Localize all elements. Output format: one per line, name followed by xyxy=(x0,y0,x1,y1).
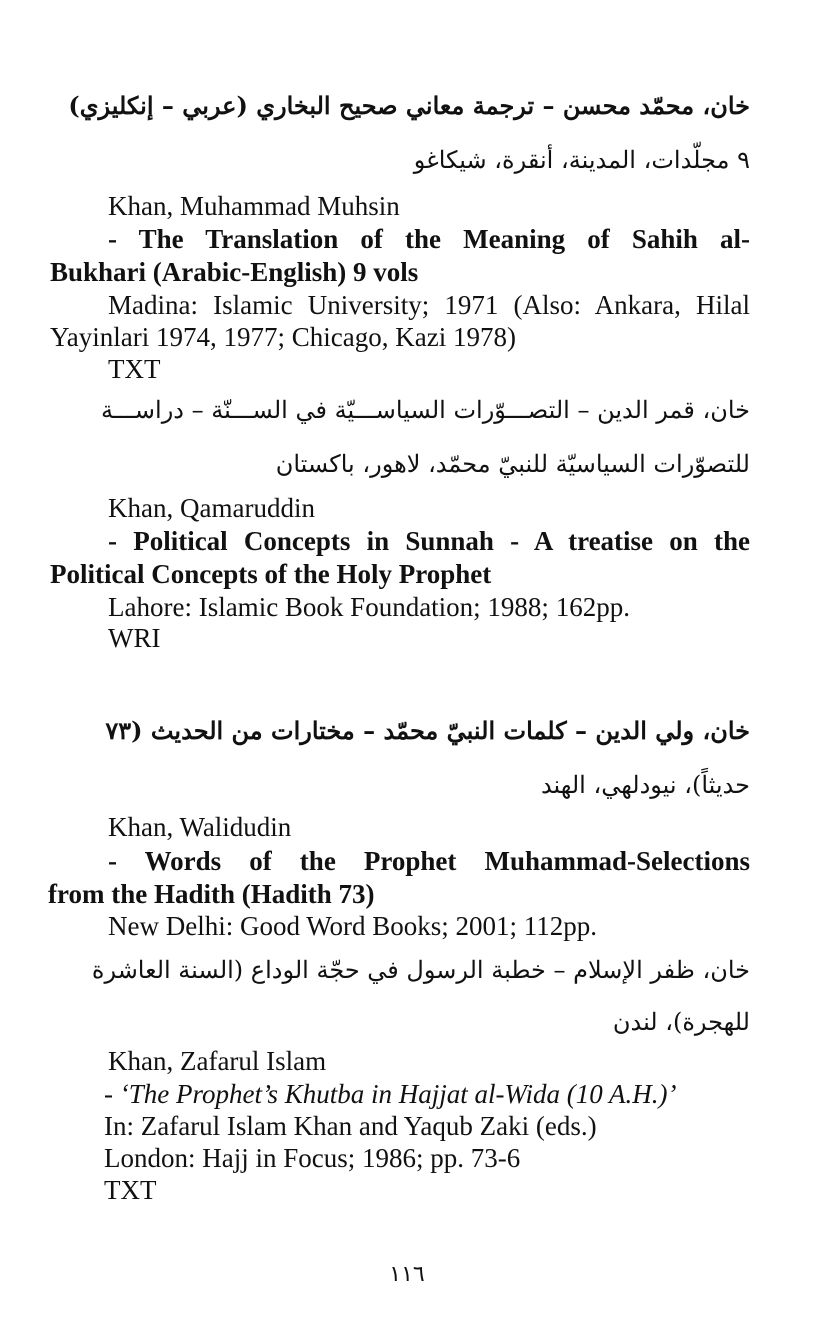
entry-2-publication-line-1: Lahore: Islamic Book Foundation; 1988; 162pp. xyxy=(108,592,630,622)
entry-2-arabic-line-1: خان، قمر الدين – التصـــوّرات السياســـيّة في الســـنّة – دراســـة xyxy=(100,396,750,424)
entry-4-publication-line-2: London: Hajj in Focus; 1986; pp. 73-6 xyxy=(104,1143,521,1173)
entry-4-author: Khan, Zafarul Islam xyxy=(108,1046,327,1076)
entry-1-title-line-2: Bukhari (Arabic-English) 9 vols xyxy=(50,257,419,287)
entry-4-publication-line-1: In: Zafarul Islam Khan and Yaqub Zaki (eds.) xyxy=(104,1111,597,1141)
entry-2-source-code: WRI xyxy=(108,623,161,653)
entry-4-arabic-line-2: للهجرة)، لندن xyxy=(612,1008,750,1036)
entry-3-arabic-line-2: حديثاً)، نيودلهي، الهند xyxy=(540,771,750,799)
entry-2-author: Khan, Qamaruddin xyxy=(108,493,315,523)
entry-1-publication-line-1: Madina: Islamic University; 1971 (Also: Ankara, Hilal xyxy=(108,290,750,320)
entry-4-arabic-line-1: خان، ظفر الإسلام – خطبة الرسول في حجّة الوداع (السنة العاشرة xyxy=(91,956,750,984)
entry-1-author: Khan, Muhammad Muhsin xyxy=(108,191,400,221)
entry-4-title-line-1: - ‘The Prophet’s Khutba in Hajjat al-Wida (10 A.H.)’ xyxy=(104,1079,677,1109)
entry-2-title-line-2: Political Concepts of the Holy Prophet xyxy=(50,559,492,589)
entry-3-title-line-2: from the Hadith (Hadith 73) xyxy=(48,879,375,909)
entry-1-arabic-line-2: ٩ مجلّدات، المدينة، أنقرة، شيكاغو xyxy=(413,146,750,174)
entry-2-arabic-line-2: للتصوّرات السياسيّة للنبيّ محمّد، لاهور، باكستان xyxy=(275,450,750,478)
entry-1-title-line-1: - The Translation of the Meaning of Sahih al- xyxy=(108,224,750,254)
page-number: ١١٦ xyxy=(389,1262,425,1287)
entry-3-author: Khan, Walidudin xyxy=(108,812,292,842)
entry-2-title-line-1: - Political Concepts in Sunnah - A treatise on the xyxy=(108,526,750,556)
entry-1-publication-line-2: Yayinlari 1974, 1977; Chicago, Kazi 1978) xyxy=(50,322,516,352)
entry-3-title-line-1: - Words of the Prophet Muhammad-Selections xyxy=(108,846,750,876)
entry-1-arabic-line-1: خان، محمّد محسن – ترجمة معاني صحيح البخاري (عربي – إنكليزي) xyxy=(68,91,750,120)
entry-1-source-code: TXT xyxy=(108,354,161,384)
entry-3-arabic-line-1: خان، ولي الدين – كلمات النبيّ محمّد – مختارات من الحديث (٧٣ xyxy=(105,716,750,745)
entry-4-source-code: TXT xyxy=(104,1175,157,1205)
entry-3-publication-line-1: New Delhi: Good Word Books; 2001; 112pp. xyxy=(108,911,598,941)
